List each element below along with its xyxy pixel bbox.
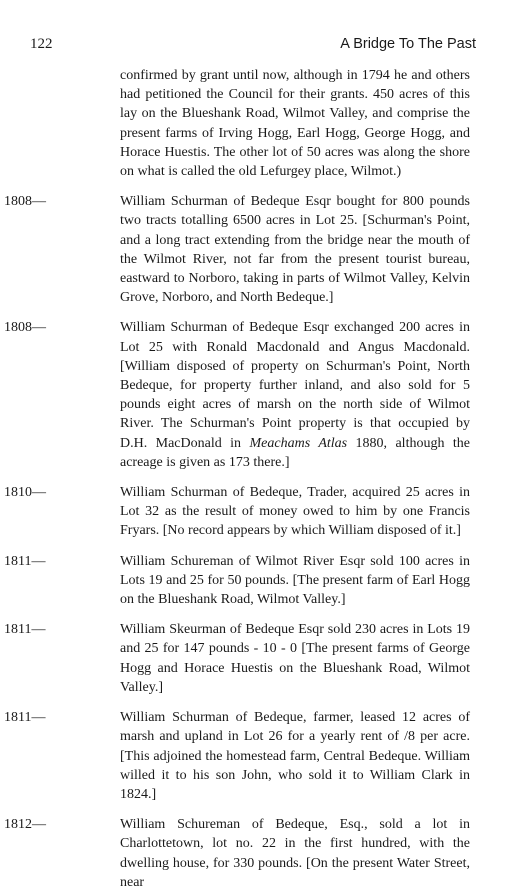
list-item: [4, 483, 470, 541]
entry-year: 1810—: [4, 485, 46, 501]
entry-text: [66, 318, 470, 472]
list-item: [4, 552, 470, 610]
entry-year: 1808—: [4, 320, 46, 336]
atlas-title: Meachams Atlas: [249, 435, 348, 451]
list-item: [4, 318, 470, 472]
entry-text: William Schurman of Bedeque, Trader, acquired 25 acres in Lot 32 as the result of money owed to him by one Francis Fryars. [No record appears by which William disposed of it.]: [120, 485, 470, 539]
entry-text-part: William Schurman of Bedeque Esqr exchanged 200 acres in Lot 25 with Ronald Macdonald and Angus Macdonald. [William disposed of property on Schurman's Point, North Bedeque, for property further inland, and also sold for 5 pounds eight acres of marsh on the north side of Wilmot River. The Schurman's Point property is that occupied by D.H. MacDonald in: [120, 320, 470, 451]
page-number: 122: [30, 36, 53, 52]
list-item: [4, 708, 470, 804]
entry-text: William Schurman of Bedeque, farmer, leased 12 acres of marsh and upland in Lot 26 for a yearly rent of /8 per acre. [This adjoined the homestead farm, Central Bedeque. William willed it to his son John, who sold it to William Clark in 1824.]: [120, 710, 470, 802]
entry-text: William Schureman of Bedeque, Esq., sold a lot in Charlottetown, lot no. 22 in the first hundred, with the dwelling house, for 330 pounds. [On the present Water Street, near: [120, 817, 470, 890]
continuation-paragraph: confirmed by grant until now, although in 1794 he and others had petitioned the Council for their grants. 450 acres of this lay on the Blueshank Road, Wilmot Valley, and comprise the present farms of Irving Hogg, Earl Hogg, George Hogg, and Horace Huestis. The other lot of 50 acres was along the shore on what is called the old Lefurgey place, Wilmot.): [120, 68, 470, 180]
list-item: [4, 620, 470, 697]
entry-year: 1811—: [4, 553, 46, 569]
entry-text: William Schurman of Bedeque Esqr bought for 800 pounds two tracts totalling 6500 acres in Lot 25. [Schurman's Point, and a long tract extending from the bridge near the mouth of the Wilmot River, not far from the present tourist bureau, eastward to Norboro, taking in parts of Wilmot Valley, Kelvin Grove, Norboro, and North Bedeque.]: [120, 194, 470, 306]
page-body: [4, 66, 470, 892]
entry-text: William Skeurman of Bedeque Esqr sold 230 acres in Lots 19 and 25 for 147 pounds - 10 - 0 [The present farms of George Hogg and Horace Huestis on the Blueshank Road, Wilmot Valley.]: [120, 622, 470, 695]
entry-year: 1812—: [4, 817, 46, 833]
entry-year: 1808—: [4, 194, 46, 210]
list-item: [4, 192, 470, 307]
entry-text-part: 1880, although the acreage is given as 173 there.]: [120, 435, 470, 470]
list-item: [4, 815, 470, 892]
entry-year: 1811—: [4, 622, 46, 638]
running-head: A Bridge To The Past: [340, 36, 476, 52]
entry-year: 1811—: [4, 710, 46, 726]
entry-text: William Schureman of Wilmot River Esqr sold 100 acres in Lots 19 and 25 for 50 pounds. [The present farm of Earl Hogg on the Blueshank Road, Wilmot Valley.]: [120, 553, 470, 608]
